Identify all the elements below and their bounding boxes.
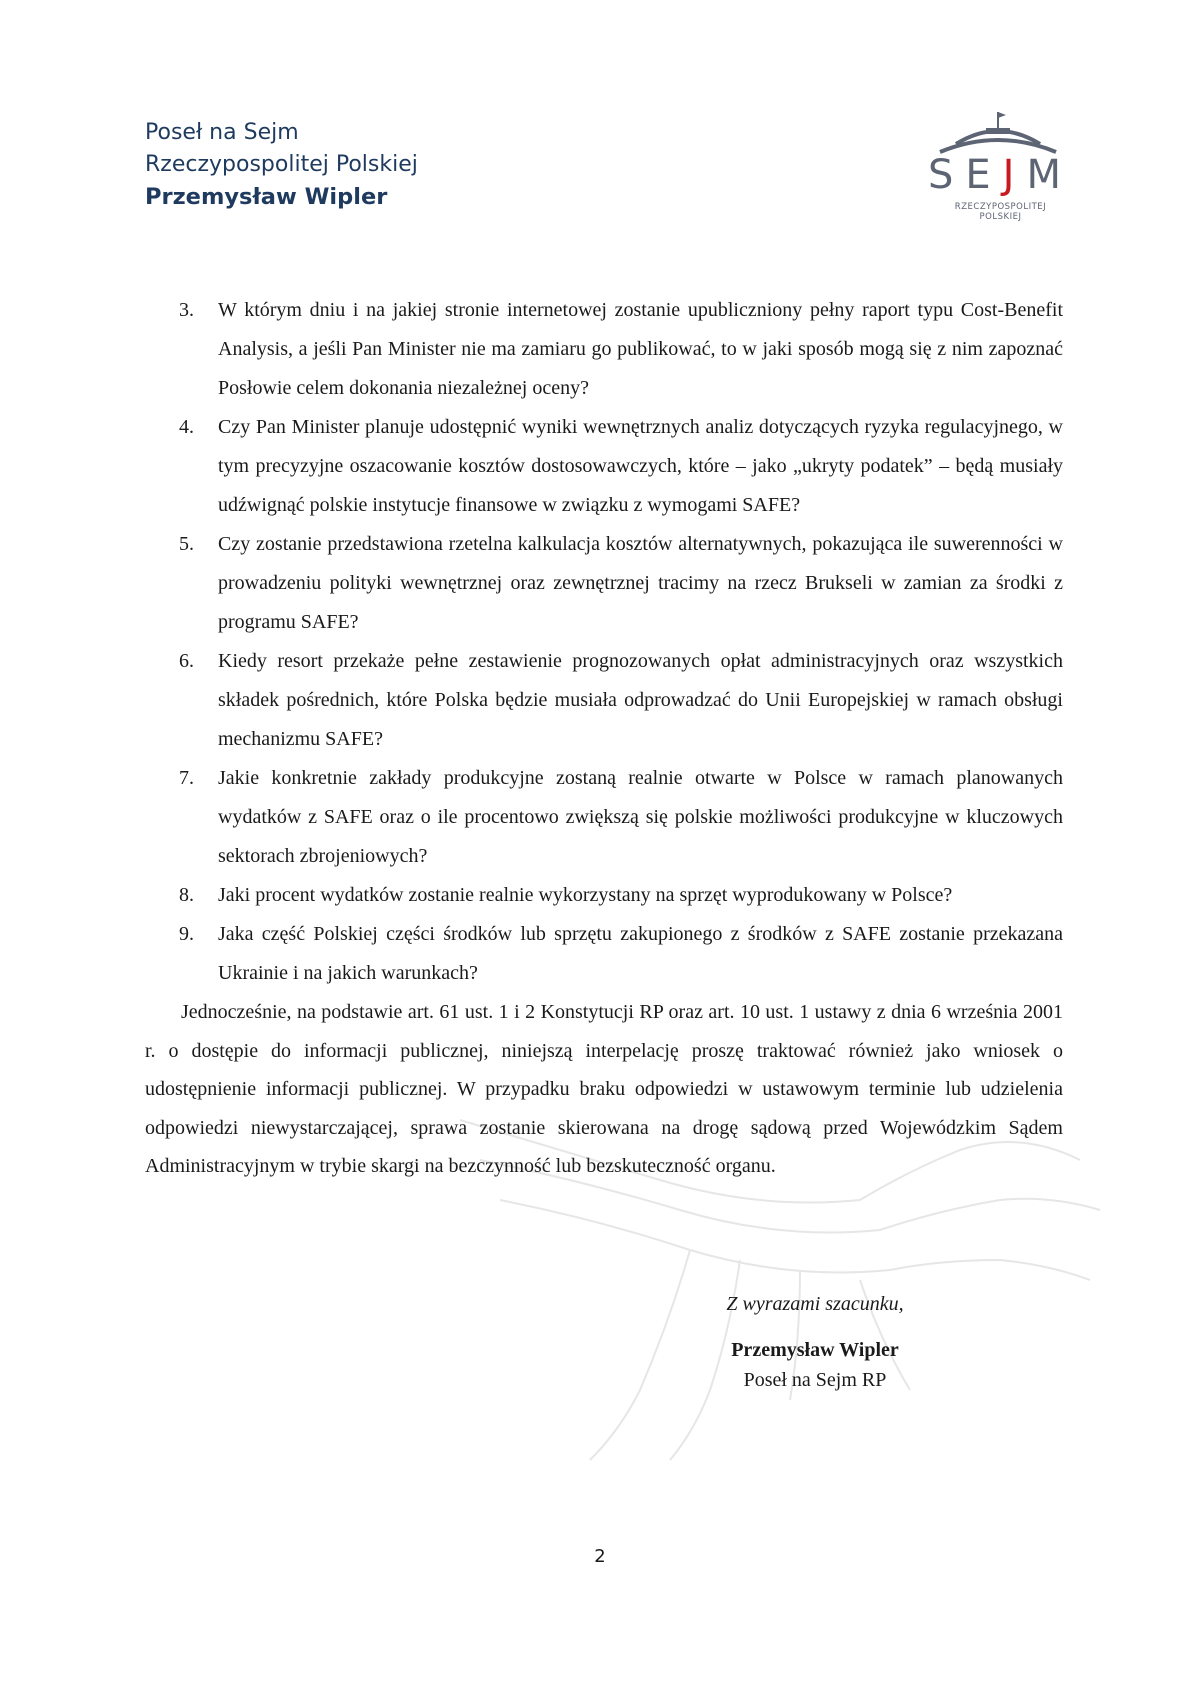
question-text: W którym dniu i na jakiej stronie internetowej zostanie upubliczniony pełny raport typu Cost-Benefit Analysis, a jeśli Pan Minister nie ma zamiaru go publikować, to w jaki sposób mogą się z nim zapoznać Posłowie celem dokonania niezależnej oceny?: [218, 299, 1063, 399]
question-item: [145, 642, 1063, 759]
signature-greeting: Z wyrazami szacunku,: [726, 1293, 904, 1315]
question-text: Jaki procent wydatków zostanie realnie wykorzystany na sprzęt wyprodukowany w Polsce?: [218, 884, 953, 906]
signature-name: Przemysław Wipler: [731, 1339, 899, 1361]
letterhead-line-2: Rzeczypospolitej Polskiej: [145, 152, 418, 177]
question-item: [145, 915, 1063, 993]
question-text: Jaka część Polskiej części środków lub sprzętu zakupionego z środków z SAFE zostanie przekazana Ukrainie i na jakich warunkach?: [218, 923, 1063, 984]
closing-paragraph: Jednocześnie, na podstawie art. 61 ust. 1 i 2 Konstytucji RP oraz art. 10 ust. 1 ustawy z dnia 6 września 2001 r. o dostępie do informacji publicznej, niniejszą interpelację proszę traktować również jako wniosek o udostępnienie informacji publicznej. W przypadku braku odpowiedzi w ustawowym terminie lub udzielenia odpowiedzi niewystarczającej, sprawa zostanie skierowana na drogę sądową przed Wojewódzkim Sądem Administracyjnym w trybie skargi na bezczynność lub bezskuteczność organu.: [145, 1001, 1063, 1177]
letter-body: [145, 291, 1063, 1186]
question-number: 4.: [179, 416, 194, 438]
signature-title: Poseł na Sejm RP: [743, 1369, 887, 1391]
question-item: [145, 291, 1063, 408]
question-text: Czy zostanie przedstawiona rzetelna kalkulacja kosztów alternatywnych, pokazująca ile suwerenności w prowadzeniu polityki wewnętrznej oraz zewnętrznej tracimy na rzecz Brukseli w zamian za środki z programu SAFE?: [218, 533, 1063, 633]
question-item: [145, 525, 1063, 642]
question-number: 6.: [179, 650, 194, 672]
sejm-logo: [928, 110, 1073, 222]
letterhead-line-1: Poseł na Sejm: [145, 120, 299, 145]
question-number: 7.: [179, 767, 194, 789]
question-text: Jakie konkretnie zakłady produkcyjne zostaną realnie otwarte w Polsce w ramach planowanych wydatków z SAFE oraz o ile procentowo zwiększą się polskie możliwości produkcyjne w kluczowych sektorach zbrojeniowych?: [218, 767, 1063, 867]
question-number: 8.: [179, 884, 194, 906]
letterhead-name: Przemysław Wipler: [145, 184, 388, 210]
question-item: [145, 408, 1063, 525]
page-number: 2: [594, 1546, 606, 1567]
question-text: Kiedy resort przekaże pełne zestawienie prognozowanych opłat administracyjnych oraz wszystkich składek pośrednich, które Polska będzie musiała odprowadzać do Unii Europejskiej w ramach obsługi mechanizmu SAFE?: [218, 650, 1063, 750]
sejm-wordmark: SEJM: [928, 152, 1073, 198]
sejm-logo-subtitle: RZECZYPOSPOLITEJ POLSKIEJ: [954, 202, 1047, 222]
question-number: 3.: [179, 299, 194, 321]
question-number: 5.: [179, 533, 194, 555]
question-item: [145, 759, 1063, 876]
question-item: [145, 876, 1063, 915]
question-text: Czy Pan Minister planuje udostępnić wyniki wewnętrznych analiz dotyczących ryzyka regulacyjnego, w tym precyzyjne oszacowanie kosztów dostosowawczych, które – jako „ukryty podatek” – będą musiały udźwignąć polskie instytucje finansowe w związku z wymogami SAFE?: [218, 416, 1063, 516]
question-number: 9.: [179, 923, 194, 945]
letterhead: [145, 117, 418, 213]
